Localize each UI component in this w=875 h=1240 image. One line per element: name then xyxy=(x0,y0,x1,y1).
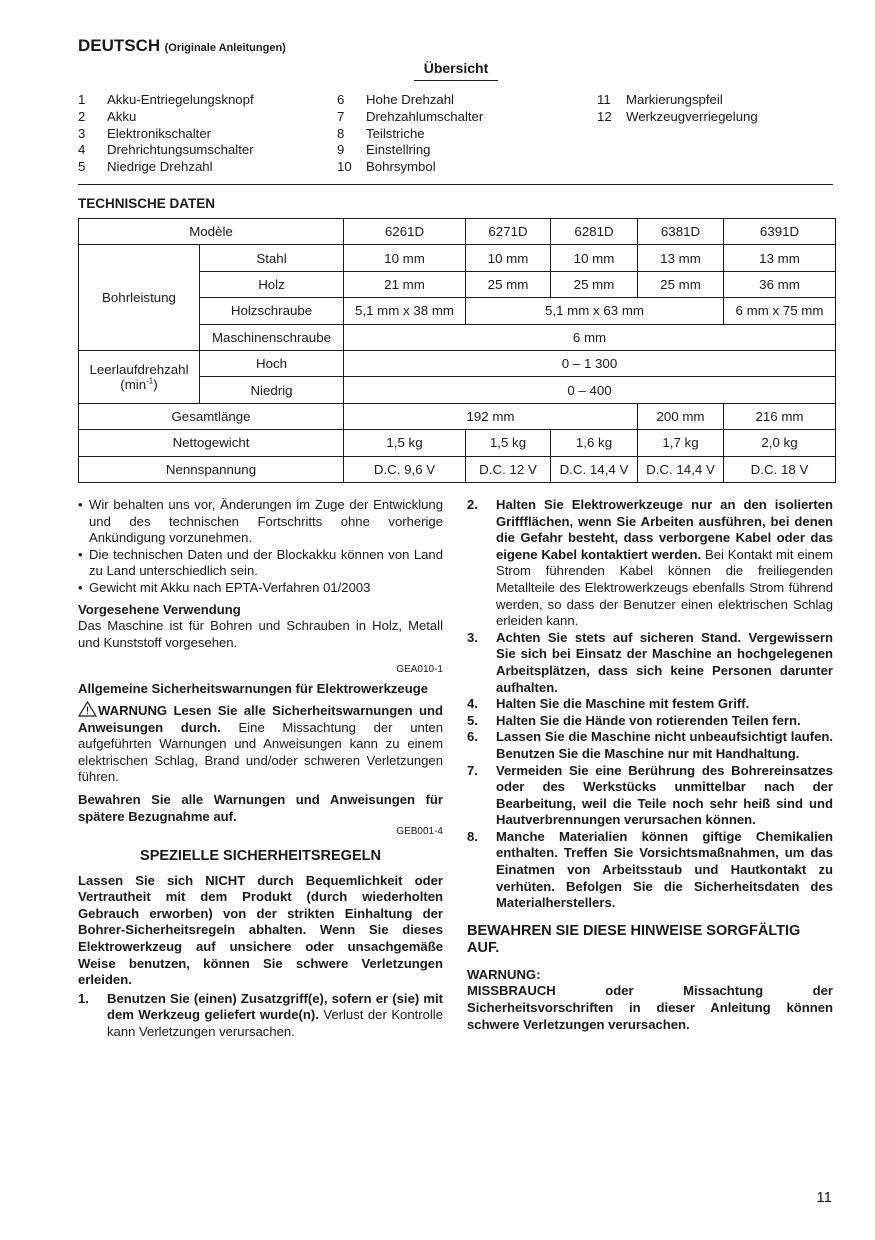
value-cell: 25 mm xyxy=(466,271,551,297)
value-cell: 5,1 mm x 63 mm xyxy=(466,298,724,324)
page-header xyxy=(78,36,286,56)
value-cell: 5,1 mm x 38 mm xyxy=(344,298,466,324)
model-cell: 6381D xyxy=(638,219,724,245)
general-warning-paragraph: WARNUNG Lesen Sie alle Sicherheitswarnungen und Anweisungen durch. Eine Missachtung der unten aufgeführten Warnungen und Anweisungen kann zu einem elektrischen Schlag, Brand und/oder schweren Verletzungen führen. xyxy=(78,702,443,785)
value-cell: 6 mm x 75 mm xyxy=(724,298,836,324)
legend-item: 8 Teilstriche xyxy=(337,125,425,141)
value-cell: 13 mm xyxy=(638,245,724,271)
special-rules-title: SPEZIELLE SICHERHEITSREGELN xyxy=(140,848,381,865)
legend-item: 10 Bohrsymbol xyxy=(337,159,436,175)
value-cell: 0 – 1 300 xyxy=(344,350,836,376)
row-label: Nettogewicht xyxy=(79,430,344,456)
legend-item: 7 Drehzahlumschalter xyxy=(337,108,484,124)
note-item: • Wir behalten uns vor, Änderungen im Zuge der Entwicklung und des technischen Fortschritts ohne vorherige Ankündigung vorzunehmen. xyxy=(78,497,443,546)
value-cell: D.C. 12 V xyxy=(466,456,551,482)
value-cell: 25 mm xyxy=(638,271,724,297)
value-cell: 1,6 kg xyxy=(551,430,638,456)
value-cell: D.C. 14,4 V xyxy=(638,456,724,482)
row-label: Gesamtlänge xyxy=(79,403,344,429)
table-row xyxy=(79,430,836,456)
value-cell: 1,5 kg xyxy=(344,430,466,456)
general-safety-title: Allgemeine Sicherheitswarnungen für Elektrowerkzeuge xyxy=(78,681,428,697)
parts-legend-column-3 xyxy=(597,92,758,126)
rule-item: 5. Halten Sie die Hände von rotierenden Teilen fern. xyxy=(467,712,801,728)
value-cell: 200 mm xyxy=(638,403,724,429)
value-cell: 0 – 400 xyxy=(344,377,836,403)
legend-item: 4 Drehrichtungsumschalter xyxy=(78,142,254,158)
legend-item: 3 Elektronikschalter xyxy=(78,125,212,141)
value-cell: 1,5 kg xyxy=(466,430,551,456)
note-item: • Gewicht mit Akku nach EPTA-Verfahren 01/2003 xyxy=(78,579,371,595)
save-notice-title: BEWAHREN SIE DIESE HINWEISE SORGFÄLTIG AUF. xyxy=(467,922,801,956)
value-cell: D.C. 14,4 V xyxy=(551,456,638,482)
value-cell: 2,0 kg xyxy=(724,430,836,456)
rule-item: 3. Achten Sie stets auf sicheren Stand. Vergewissern Sie sich bei Einsatz der Maschine an hochgelegenen Arbeitsplätzen, dass sich keine Personen darunter aufhalten. xyxy=(467,629,833,695)
overview-title: Übersicht xyxy=(414,60,498,81)
value-cell: 216 mm xyxy=(724,403,836,429)
special-rules-intro: Lassen Sie sich NICHT durch Bequemlichkeit oder Vertrautheit mit dem Produkt (durch wiederholten Gebrauch erworben) von der strikten Einhaltung der Bohrer-Sicherheitsregeln abhalten. Wenn Sie dieses Elektrowerkzeug auf unsichere oder unsachgemäße Weise benutzen, können Sie schwere Verletzungen erleiden. xyxy=(78,872,443,988)
legend-item: 6 Hohe Drehzahl xyxy=(337,92,454,107)
row-label: Holzschraube xyxy=(200,298,344,324)
value-cell: 6 mm xyxy=(344,324,836,350)
value-cell: 10 mm xyxy=(344,245,466,271)
value-cell: 13 mm xyxy=(724,245,836,271)
row-label: Stahl xyxy=(200,245,344,271)
value-cell: D.C. 9,6 V xyxy=(344,456,466,482)
language-subtitle: (Originale Anleitungen) xyxy=(164,42,286,54)
model-cell: 6281D xyxy=(551,219,638,245)
tech-data-title: TECHNISCHE DATEN xyxy=(78,196,216,211)
rule-item: 1. Benutzen Sie (einen) Zusatzgriff(e), sofern er (sie) mit dem Werkzeug geliefert wurde(n). Verlust der Kontrolle kann Verletzungen verursachen. xyxy=(78,990,443,1040)
value-cell: 1,7 kg xyxy=(638,430,724,456)
row-label: Nennspannung xyxy=(79,456,344,482)
legend-item: 2 Akku xyxy=(78,108,137,124)
row-label: Maschinenschraube xyxy=(200,324,344,350)
model-cell: 6391D xyxy=(724,219,836,245)
intended-use-text: Das Maschine ist für Bohren und Schrauben in Holz, Metall und Kunststoff vorgesehen. xyxy=(78,618,443,650)
rule-item: 8. Manche Materialien können giftige Chemikalien enthalten. Treffen Sie Vorsichtsmaßnahmen, um das Einatmen von Arbeitsstaub und Hautkontakt zu verhüten. Befolgen Sie die Sicherheitsdaten des Materialherstellers. xyxy=(467,828,833,911)
table-row xyxy=(79,219,836,245)
section-divider xyxy=(78,184,833,185)
legend-item: 9 Einstellring xyxy=(337,142,431,158)
intended-use-title: Vorgesehene Verwendung xyxy=(78,601,241,617)
table-row xyxy=(79,403,836,429)
page-number: 11 xyxy=(816,1189,832,1206)
tech-data-table xyxy=(78,218,836,483)
legend-item: 1 Akku-Entriegelungsknopf xyxy=(78,92,254,107)
value-cell: 25 mm xyxy=(551,271,638,297)
row-label: Hoch xyxy=(200,350,344,376)
table-row xyxy=(79,456,836,482)
row-label: Niedrig xyxy=(200,377,344,403)
language-title: DEUTSCH xyxy=(78,36,161,55)
legend-item: 5 Niedrige Drehzahl xyxy=(78,159,213,175)
table-row xyxy=(79,350,836,376)
row-label: Modèle xyxy=(79,219,344,245)
warning-label: WARNUNG: xyxy=(467,966,541,982)
rule-item: 4. Halten Sie die Maschine mit festem Griff. xyxy=(467,696,750,712)
note-item: • Die technischen Daten und der Blockakku können von Land zu Land unterschiedlich sein. xyxy=(78,546,443,579)
table-row xyxy=(79,245,836,271)
model-cell: 6261D xyxy=(344,219,466,245)
legend-item: 11 Markierungspfeil xyxy=(597,92,723,107)
left-text-column xyxy=(78,497,443,1041)
value-cell: D.C. 18 V xyxy=(724,456,836,482)
row-label: Holz xyxy=(200,271,344,297)
group-label: Leerlaufdrehzahl $(\min^{-1})$ xyxy=(79,350,200,403)
parts-legend-column-2 xyxy=(337,92,483,176)
keep-instructions: Bewahren Sie alle Warnungen und Anweisungen für spätere Bezugnahme auf. xyxy=(78,791,443,824)
doc-code: GEA010-1 xyxy=(396,664,443,676)
value-cell: 36 mm xyxy=(724,271,836,297)
value-cell: 192 mm xyxy=(344,403,638,429)
rule-item: 2. Halten Sie Elektrowerkzeuge nur an den isolierten Griffflächen, wenn Sie Arbeiten ausführen, bei denen die Gefahr besteht, dass verborgene Kabel oder das eigene Kabel kontaktiert werden. Bei Kontakt mit einem Strom führenden Kabel können die freiliegenden Metallteile des Elektrowerkzeugs ebenfalls Strom führend werden, so dass der Benutzer einen elektrischen Schlag erleiden kann. xyxy=(467,497,833,629)
value-cell: 10 mm xyxy=(466,245,551,271)
rule-item: 6. Lassen Sie die Maschine nicht unbeaufsichtigt laufen. Benutzen Sie die Maschine nur mit Handhaltung. xyxy=(467,729,833,761)
parts-legend-column-1 xyxy=(78,92,254,176)
value-cell: 10 mm xyxy=(551,245,638,271)
doc-code: GEB001-4 xyxy=(396,826,443,838)
legend-item: 12 Werkzeugverriegelung xyxy=(597,108,758,124)
right-text-column xyxy=(467,497,833,1033)
model-cell: 6271D xyxy=(466,219,551,245)
warning-text: MISSBRAUCH oder Missachtung der Sicherheitsvorschriften in dieser Anleitung können schwere Verletzungen verursachen. xyxy=(467,983,833,1032)
rule-item: 7. Vermeiden Sie eine Berührung des Bohrereinsatzes oder des Werkstücks unmittelbar nach der Bearbeitung, weil die Teile noch sehr heiß sind und Hautverbrennungen verursachen können. xyxy=(467,762,833,828)
value-cell: 21 mm xyxy=(344,271,466,297)
group-label: Bohrleistung xyxy=(79,245,200,351)
warning-triangle-icon xyxy=(78,701,97,717)
